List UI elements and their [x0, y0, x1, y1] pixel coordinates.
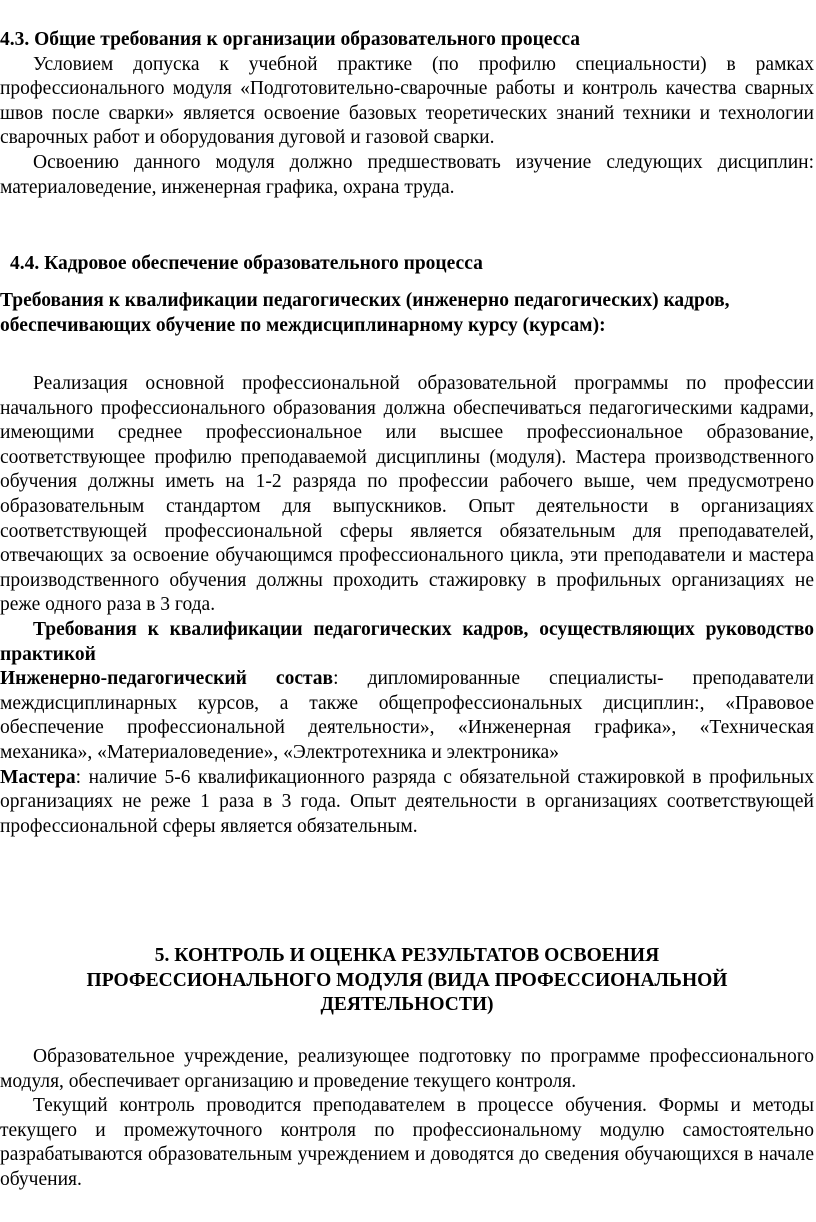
section-4-3-paragraph-2: Освоению данного модуля должно предшествовать изучение следующих дисциплин: материаловедение, инженерная графика, охрана труда.	[0, 151, 814, 198]
section-5-body	[0, 1045, 814, 1193]
section-4-3	[0, 28, 814, 200]
section-5-paragraph-2: Текущий контроль проводится преподавателем в процессе обучения. Формы и методы текущего и промежуточного контроля по профессиональному модулю самостоятельно разрабатываются образовательным учреждением и доводятся до сведения обучающихся в начале обучения.	[0, 1095, 814, 1190]
section-4-4-heading: 4.4. Кадровое обеспечение образовательного процесса	[10, 253, 483, 274]
section-5-heading-line-1: 5. КОНТРОЛЬ И ОЦЕНКА РЕЗУЛЬТАТОВ ОСВОЕНИЯ	[154, 945, 660, 966]
section-4-4-body	[0, 372, 814, 839]
section-5-heading-line-2: ПРОФЕССИОНАЛЬНОГО МОДУЛЯ (ВИДА ПРОФЕССИОНАЛЬНОЙ	[86, 969, 728, 991]
section-4-4-subheading: Требования к квалификации педагогических (инженерно педагогических) кадров, обеспечивающих обучение по междисциплинарному курсу (курсам):	[0, 290, 730, 336]
engineering-staff-paragraph	[0, 667, 814, 765]
section-5-paragraph-1: Образовательное учреждение, реализующее подготовку по программе профессионального модуля, обеспечивает организацию и проведение текущего контроля.	[0, 1046, 814, 1092]
masters-paragraph	[0, 766, 814, 840]
masters-text: : наличие 5-6 квалификационного разряда с обязательной стажировкой в профильных организациях не реже 1 раза в 3 года. Опыт деятельности в организациях соответствующей профессиональной сферы является обязательным.	[0, 766, 814, 837]
section-5-heading-line-3: ДЕЯТЕЛЬНОСТИ)	[320, 994, 494, 1016]
section-4-4	[0, 289, 814, 338]
practice-requirements-heading: Требования к квалификации педагогических кадров, осуществляющих руководство практикой	[0, 618, 814, 665]
engineering-staff-text: : дипломированные специалисты- преподаватели междисциплинарных курсов, а также общепрофессиональных дисциплин:, «Правовое обеспечение профессиональной деятельности», «Инженерная графика», «Техническая механика», «Материаловедение», «Электротехника и электроника»	[0, 668, 814, 763]
engineering-staff-label: Инженерно-педагогический состав	[0, 668, 334, 690]
section-4-3-heading: 4.3. Общие требования к организации образовательного процесса	[0, 29, 581, 50]
section-4-3-paragraph-1: Условием допуска к учебной практике (по профилю специальности) в рамках профессионального модуля «Подготовительно-сварочные работы и контроль качества сварных швов после сварки» является освоение базовых теоретических знаний техники и технологии сварочных работ и оборудования дуговой и газовой сварки.	[0, 53, 814, 149]
section-5-heading	[0, 944, 814, 1018]
section-4-4-paragraph-1: Реализация основной профессиональной образовательной программы по профессии начального профессионального образования должна обеспечиваться педагогическими кадрами, имеющими среднее профессиональное или высшее профессиональное образование, соответствующее профилю преподаваемой дисциплины (модуля). Мастера производственного обучения должны иметь на 1-2 разряда по профессии рабочего выше, чем предусмотрено образовательным стандартом для выпускников. Опыт деятельности в организациях соответствующей профессиональной сферы является обязательным для преподавателей, отвечающих за освоение обучающимся профессионального цикла, эти преподаватели и мастера производственного обучения должны проходить стажировку в профильных организациях не реже одного раза в 3 года.	[0, 373, 814, 616]
section-4-4-heading-block	[10, 252, 814, 277]
masters-label: Мастера	[0, 766, 76, 788]
